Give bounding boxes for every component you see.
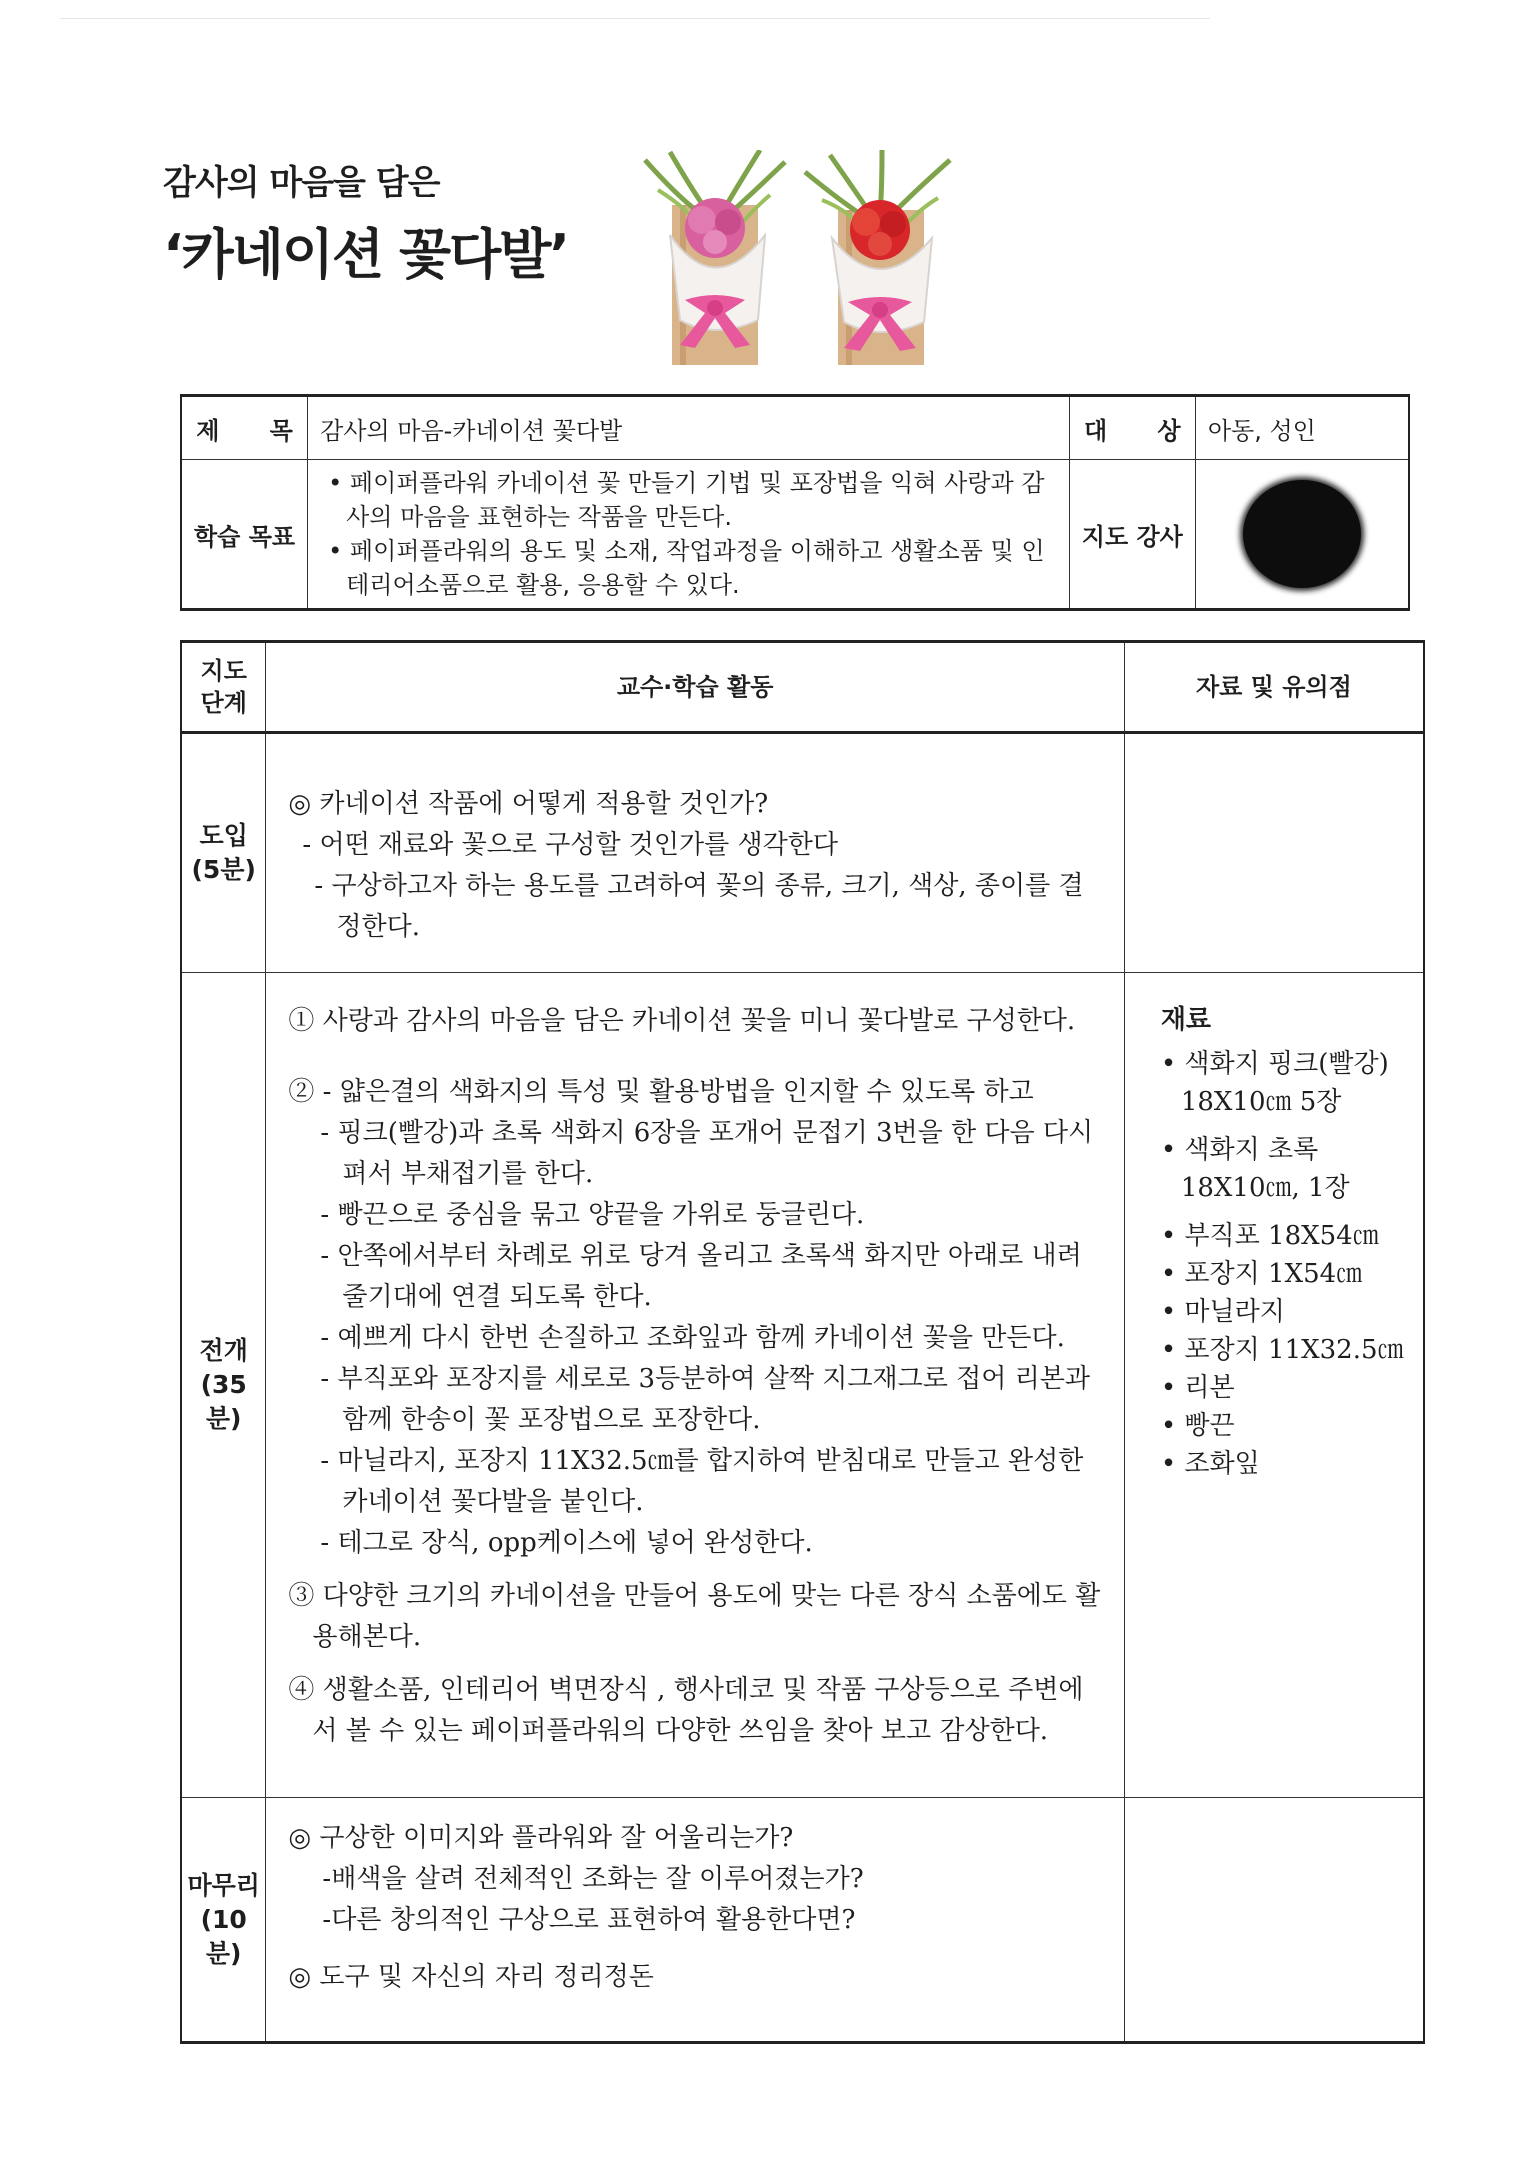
stage-name: 도입 <box>199 821 248 850</box>
lesson-info-table <box>180 394 1410 611</box>
scan-edge-line <box>60 18 1210 19</box>
intro-activity <box>266 733 1124 973</box>
page-subtitle: 감사의 마음을 담은 <box>163 163 440 203</box>
development-activity <box>266 973 1124 1798</box>
intro-question: ◎ 카네이션 작품에 어떻게 적용할 것인가? <box>288 789 769 819</box>
stage-time: (10분) <box>200 1904 247 1968</box>
step-2-line: - 예쁘게 다시 한번 손질하고 조화잎과 함께 카네이션 꽃을 만든다. <box>320 1323 1065 1353</box>
stage-header: 지도 단계 <box>181 642 266 733</box>
step-2-line: - 마닐라지, 포장지 11X32.5㎝를 합지하여 받침대로 만들고 완성한 카네이션 꽃다발을 붙인다. <box>320 1446 1084 1517</box>
lesson-plan-table <box>180 640 1425 2044</box>
intro-line: - 어떤 재료와 꽃으로 구성할 것인가를 생각한다 <box>302 830 838 860</box>
target-value: 아동, 성인 <box>1195 396 1409 460</box>
closing-line: -배색을 살려 전체적인 조화는 잘 이루어졌는가? <box>322 1864 864 1894</box>
learning-goals <box>308 460 1070 610</box>
target-label: 대 상 <box>1069 396 1195 460</box>
closing-line: -다른 창의적인 구상으로 표현하여 활용한다면? <box>322 1905 856 1935</box>
step-2-line: - 안쪽에서부터 차례로 위로 당겨 올리고 초록색 화지만 아래로 내려 줄기대에 연결 되도록 한다. <box>320 1241 1082 1312</box>
step-1: ① 사랑과 감사의 마음을 담은 카네이션 꽃을 미니 꽃다발로 구성한다. <box>288 1006 1076 1036</box>
goal-label: 학습 목표 <box>181 460 308 610</box>
materials-notes <box>1124 973 1424 1798</box>
closing-question: ◎ 구상한 이미지와 플라워와 잘 어울리는가? <box>288 1823 794 1853</box>
step-2-line: - 핑크(빨강)과 초록 색화지 6장을 포개어 문접기 3번을 한 다음 다시 펴서 부채접기를 한다. <box>320 1118 1094 1189</box>
closing-activity <box>266 1798 1124 2043</box>
material-item: • 빵끈 <box>1160 1411 1235 1441</box>
goal-item: • 페이퍼플라워의 용도 및 소재, 작업과정을 이해하고 생활소품 및 인테리어소품으로 활용, 응용할 수 있다. <box>328 537 1045 599</box>
closing-notes <box>1124 1798 1424 2043</box>
stage-time: (5분) <box>191 855 256 884</box>
materials-title: 재료 <box>1160 1005 1212 1035</box>
material-detail: 18X10㎝ 5장 <box>1180 1087 1342 1117</box>
intro-notes <box>1124 733 1424 973</box>
activity-header: 교수·학습 활동 <box>266 642 1124 733</box>
material-item: • 리본 <box>1160 1373 1235 1403</box>
stage-intro <box>181 733 266 973</box>
material-item: • 포장지 1X54㎝ <box>1160 1259 1363 1289</box>
step-3: ③ 다양한 크기의 카네이션을 만들어 용도에 맞는 다른 장식 소품에도 활용해본다. <box>288 1581 1101 1652</box>
stage-name: 전개 <box>199 1336 248 1365</box>
notes-header: 자료 및 유의점 <box>1124 642 1424 733</box>
step-2: ② - 얇은결의 색화지의 특성 및 활용방법을 인지할 수 있도록 하고 <box>288 1077 1034 1107</box>
step-2-line: - 빵끈으로 중심을 묶고 양끝을 가위로 둥글린다. <box>320 1200 865 1230</box>
page-title: ‘카네이션 꽃다발’ <box>163 223 568 286</box>
material-item: • 부직포 18X54㎝ <box>1160 1221 1379 1251</box>
stage-development <box>181 973 266 1798</box>
material-item: • 포장지 11X32.5㎝ <box>1160 1335 1404 1365</box>
step-4: ④ 생활소품, 인테리어 벽면장식 , 행사데코 및 작품 구상등으로 주변에서 볼 수 있는 페이퍼플라워의 다양한 쓰임을 찾아 보고 감상한다. <box>288 1675 1084 1746</box>
subject-label: 제 목 <box>181 396 308 460</box>
goal-item: • 페이퍼플라워 카네이션 꽃 만들기 기법 및 포장법을 익혀 사랑과 감사의 마음을 표현하는 작품을 만든다. <box>328 469 1045 531</box>
stage-closing <box>181 1798 266 2043</box>
closing-cleanup: ◎ 도구 및 자신의 자리 정리정돈 <box>288 1962 654 1992</box>
stage-time: (35분) <box>200 1370 247 1433</box>
intro-line: - 구상하고자 하는 용도를 고려하여 꽃의 종류, 크기, 색상, 종이를 결정한다. <box>314 871 1084 942</box>
material-item: • 색화지 초록 <box>1160 1135 1319 1165</box>
material-item: • 색화지 핑크(빨강) <box>1160 1049 1389 1079</box>
step-2-line: - 테그로 장식, opp케이스에 넣어 완성한다. <box>320 1528 813 1558</box>
stage-name: 마무리 <box>187 1870 260 1900</box>
red-carnation-bouquet-image <box>800 150 960 365</box>
subject-value: 감사의 마음-카네이션 꽃다발 <box>308 396 1070 460</box>
material-item: • 조화잎 <box>1160 1449 1260 1479</box>
instructor-label: 지도 강사 <box>1069 460 1195 610</box>
step-2-line: - 부직포와 포장지를 세로로 3등분하여 살짝 지그재그로 접어 리본과 함께 한송이 꽃 포장법으로 포장한다. <box>320 1364 1090 1435</box>
pink-carnation-bouquet-image <box>640 150 790 365</box>
material-item: • 마닐라지 <box>1160 1297 1285 1327</box>
material-detail: 18X10㎝, 1장 <box>1180 1173 1350 1203</box>
instructor-photo-redacted <box>1195 460 1409 610</box>
